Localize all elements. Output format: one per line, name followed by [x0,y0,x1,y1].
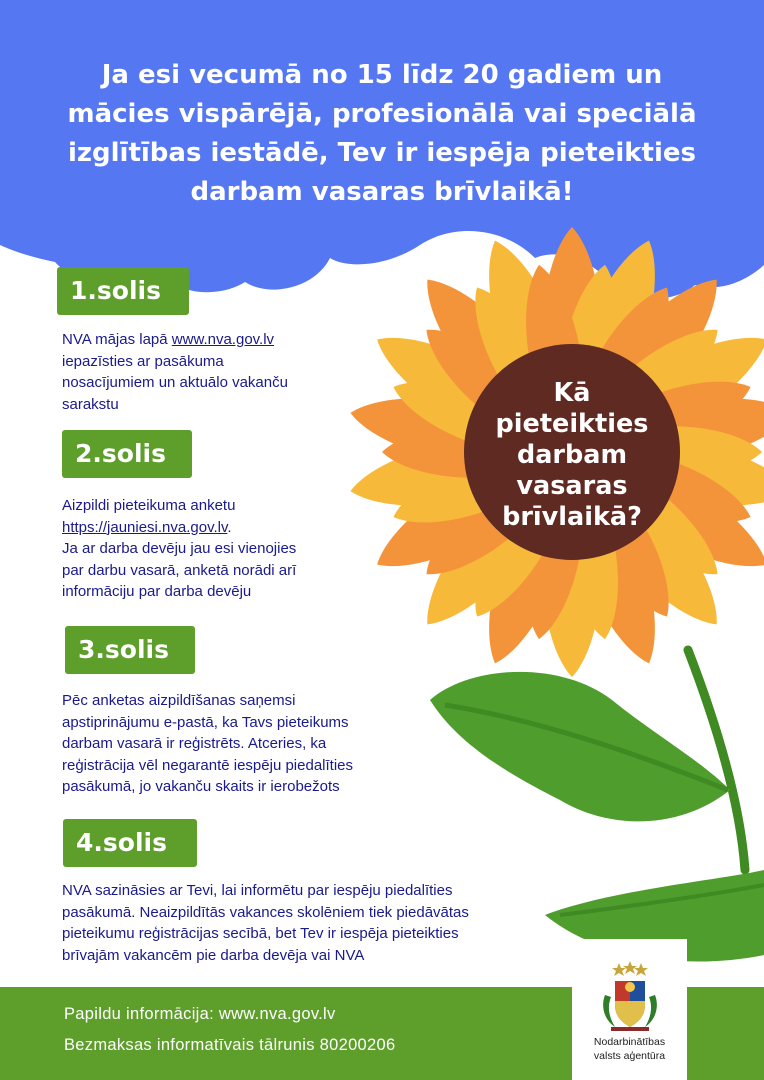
coat-of-arms-icon [597,961,663,1033]
step-text-line: sarakstu [62,395,119,413]
step-text-line: apstiprinājumu e-pastā, ka Tavs pieteikums [62,713,349,731]
center-title-line: darbam [516,440,628,470]
step-3-label: 3.solis [65,626,195,674]
step-text-line: par darbu vasarā, anketā norādi arī [62,561,297,579]
headline-line: Ja esi vecumā no 15 līdz 20 gadiem un [101,60,663,90]
headline-line: izglītības iestādē, Tev ir iespēja pieteikties [67,138,697,168]
step-1-text [62,329,362,415]
step-1-label: 1.solis [57,267,189,315]
logo-line: Nodarbinātības [593,1036,666,1048]
jauniesi-link[interactable]: https://jauniesi.nva.gov.lv [62,518,228,536]
step-4-label: 4.solis [63,819,197,867]
step-text-line: darbam vasarā ir reģistrēts. Atceries, ka [62,735,327,752]
center-title-line: Kā [553,378,591,408]
footer-info: Papildu informācija: www.nva.gov.lv [64,1005,336,1023]
footer-phone: Bezmaksas informatīvais tālrunis 80200206 [64,1036,396,1054]
nva-logo [572,939,687,1080]
nva-website-link[interactable]: www.nva.gov.lv [171,331,275,348]
step-text-fragment: . [227,518,232,536]
step-text-line: NVA sazināsies ar Tevi, lai informētu par iespēju piedalīties [62,882,453,899]
step-text-line [62,329,362,351]
center-title-line: vasaras [516,471,628,501]
step-text-line [62,517,362,539]
headline-line: darbam vasaras brīvlaikā! [190,177,574,207]
step-text-line: iepazīsties ar pasākuma [62,352,224,370]
step-text-fragment: NVA mājas lapā [62,331,172,348]
step-text-line: brīvajām vakancēm pie darba devēja vai NVA [62,946,365,964]
logo-line: valsts aģentūra [593,1050,666,1062]
flower-center-title [472,378,672,533]
step-4-text [62,880,542,966]
leaf-left [430,672,730,822]
flower-stem [688,650,745,870]
step-text-line: Ja ar darba devēju jau esi vienojies [62,540,297,557]
logo-caption [572,1035,687,1063]
step-2-label: 2.solis [62,430,192,478]
step-text-line: reģistrācija vēl negarantē iespēju piedalīties [62,756,354,774]
step-text-line: Pēc anketas aizpildīšanas saņemsi [62,692,296,709]
center-title-line: pieteikties [495,409,649,439]
step-3-text [62,690,422,798]
headline [40,56,724,212]
step-text-line: nosacījumiem un aktuālo vakanču [62,374,288,391]
step-2-text [62,495,362,603]
step-text-line: pasākumā. Neaizpildītās vakances skolēniem tiek piedāvātas [62,903,469,921]
step-text-line: pasākumā, jo vakanču skaits ir ierobežots [62,778,340,795]
step-text-line: informāciju par darba devēju [62,583,252,600]
headline-line: mācies vispārējā, profesionālā vai speciālā [67,99,697,129]
step-text-line: Aizpildi pieteikuma anketu [62,497,236,514]
center-title-line: brīvlaikā? [502,502,642,532]
step-text-line: pieteikumu reģistrācijas secībā, bet Tev ir iespēja pieteikties [62,925,459,942]
